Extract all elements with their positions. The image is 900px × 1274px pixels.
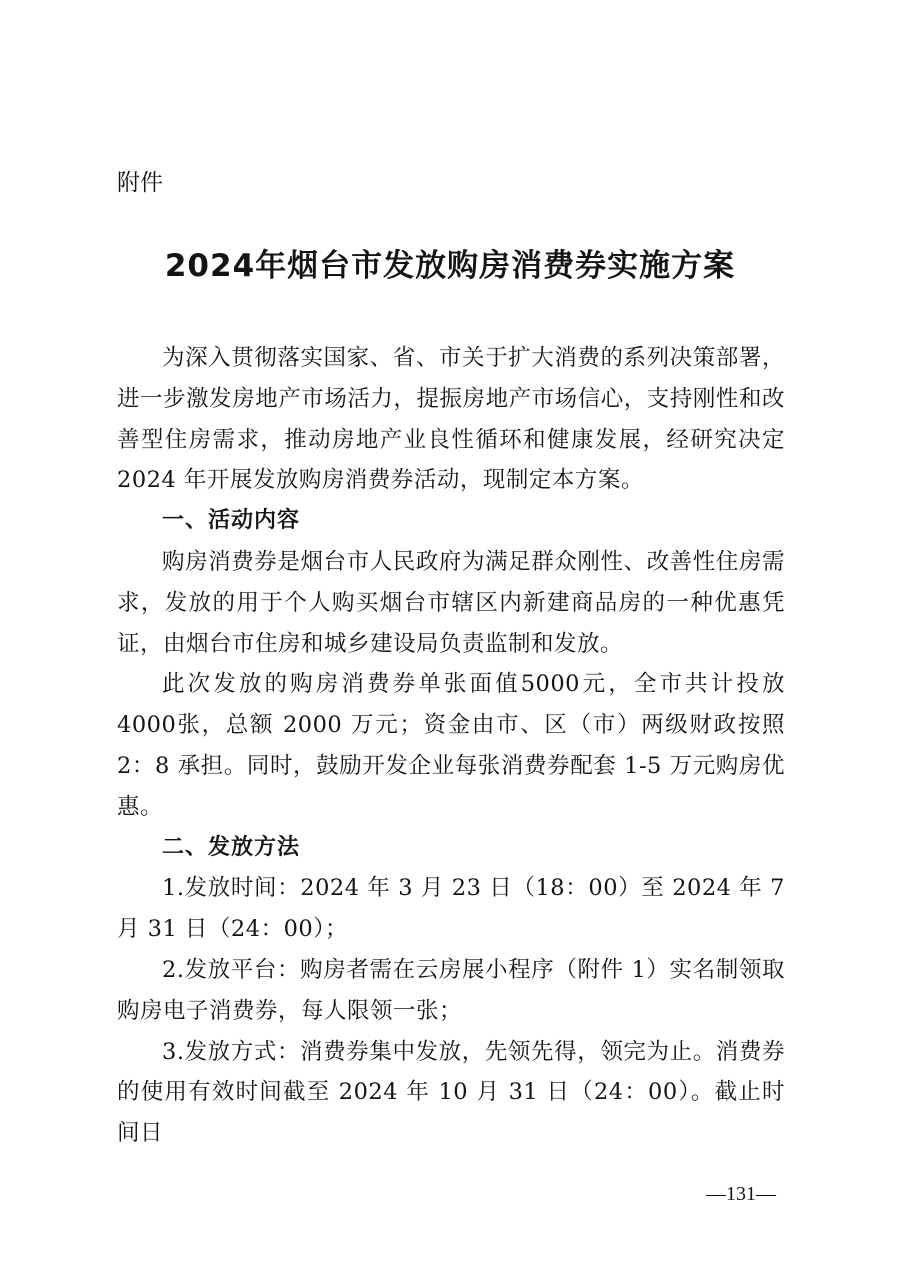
section2-paragraph-3: 3.发放方式：消费券集中发放，先领先得，领完为止。消费券的使用有效时间截至 2024 年 10 月 31 日（24：00）。截止时间日 xyxy=(117,1038,785,1147)
document-body xyxy=(117,338,785,1154)
section2-paragraph-2: 2.发放平台：购房者需在云房展小程序（附件 1）实名制领取购房电子消费券，每人限领一张； xyxy=(117,956,785,1024)
section-heading-activity-content: 一、活动内容 xyxy=(162,508,301,534)
attachment-label: 附件 xyxy=(117,170,163,196)
document-title: 2024年烟台市发放购房消费券实施方案 xyxy=(164,248,736,284)
section-heading-distribution-method: 二、发放方法 xyxy=(162,834,301,860)
intro-paragraph: 为深入贯彻落实国家、省、市关于扩大消费的系列决策部署，进一步激发房地产市场活力，提振房地产市场信心，支持刚性和改善型住房需求，推动房地产业良性循环和健康发展，经研究决定 2024 年开展发放购房消费券活动，现制定本方案。 xyxy=(117,345,785,494)
section1-paragraph-2: 此次发放的购房消费券单张面值5000元，全市共计投放4000张，总额 2000 万元；资金由市、区（市）两级财政按照 2：8 承担。同时，鼓励开发企业每张消费券配套 1-5 万元购房优惠。 xyxy=(117,671,785,820)
section1-paragraph-1: 购房消费券是烟台市人民政府为满足群众刚性、改善性住房需求，发放的用于个人购买烟台市辖区内新建商品房的一种优惠凭证，由烟台市住房和城乡建设局负责监制和发放。 xyxy=(117,548,785,657)
page-number: —131— xyxy=(706,1183,776,1205)
section2-paragraph-1: 1.发放时间：2024 年 3 月 23 日（18：00）至 2024 年 7 月 31 日（24：00）； xyxy=(117,875,785,943)
